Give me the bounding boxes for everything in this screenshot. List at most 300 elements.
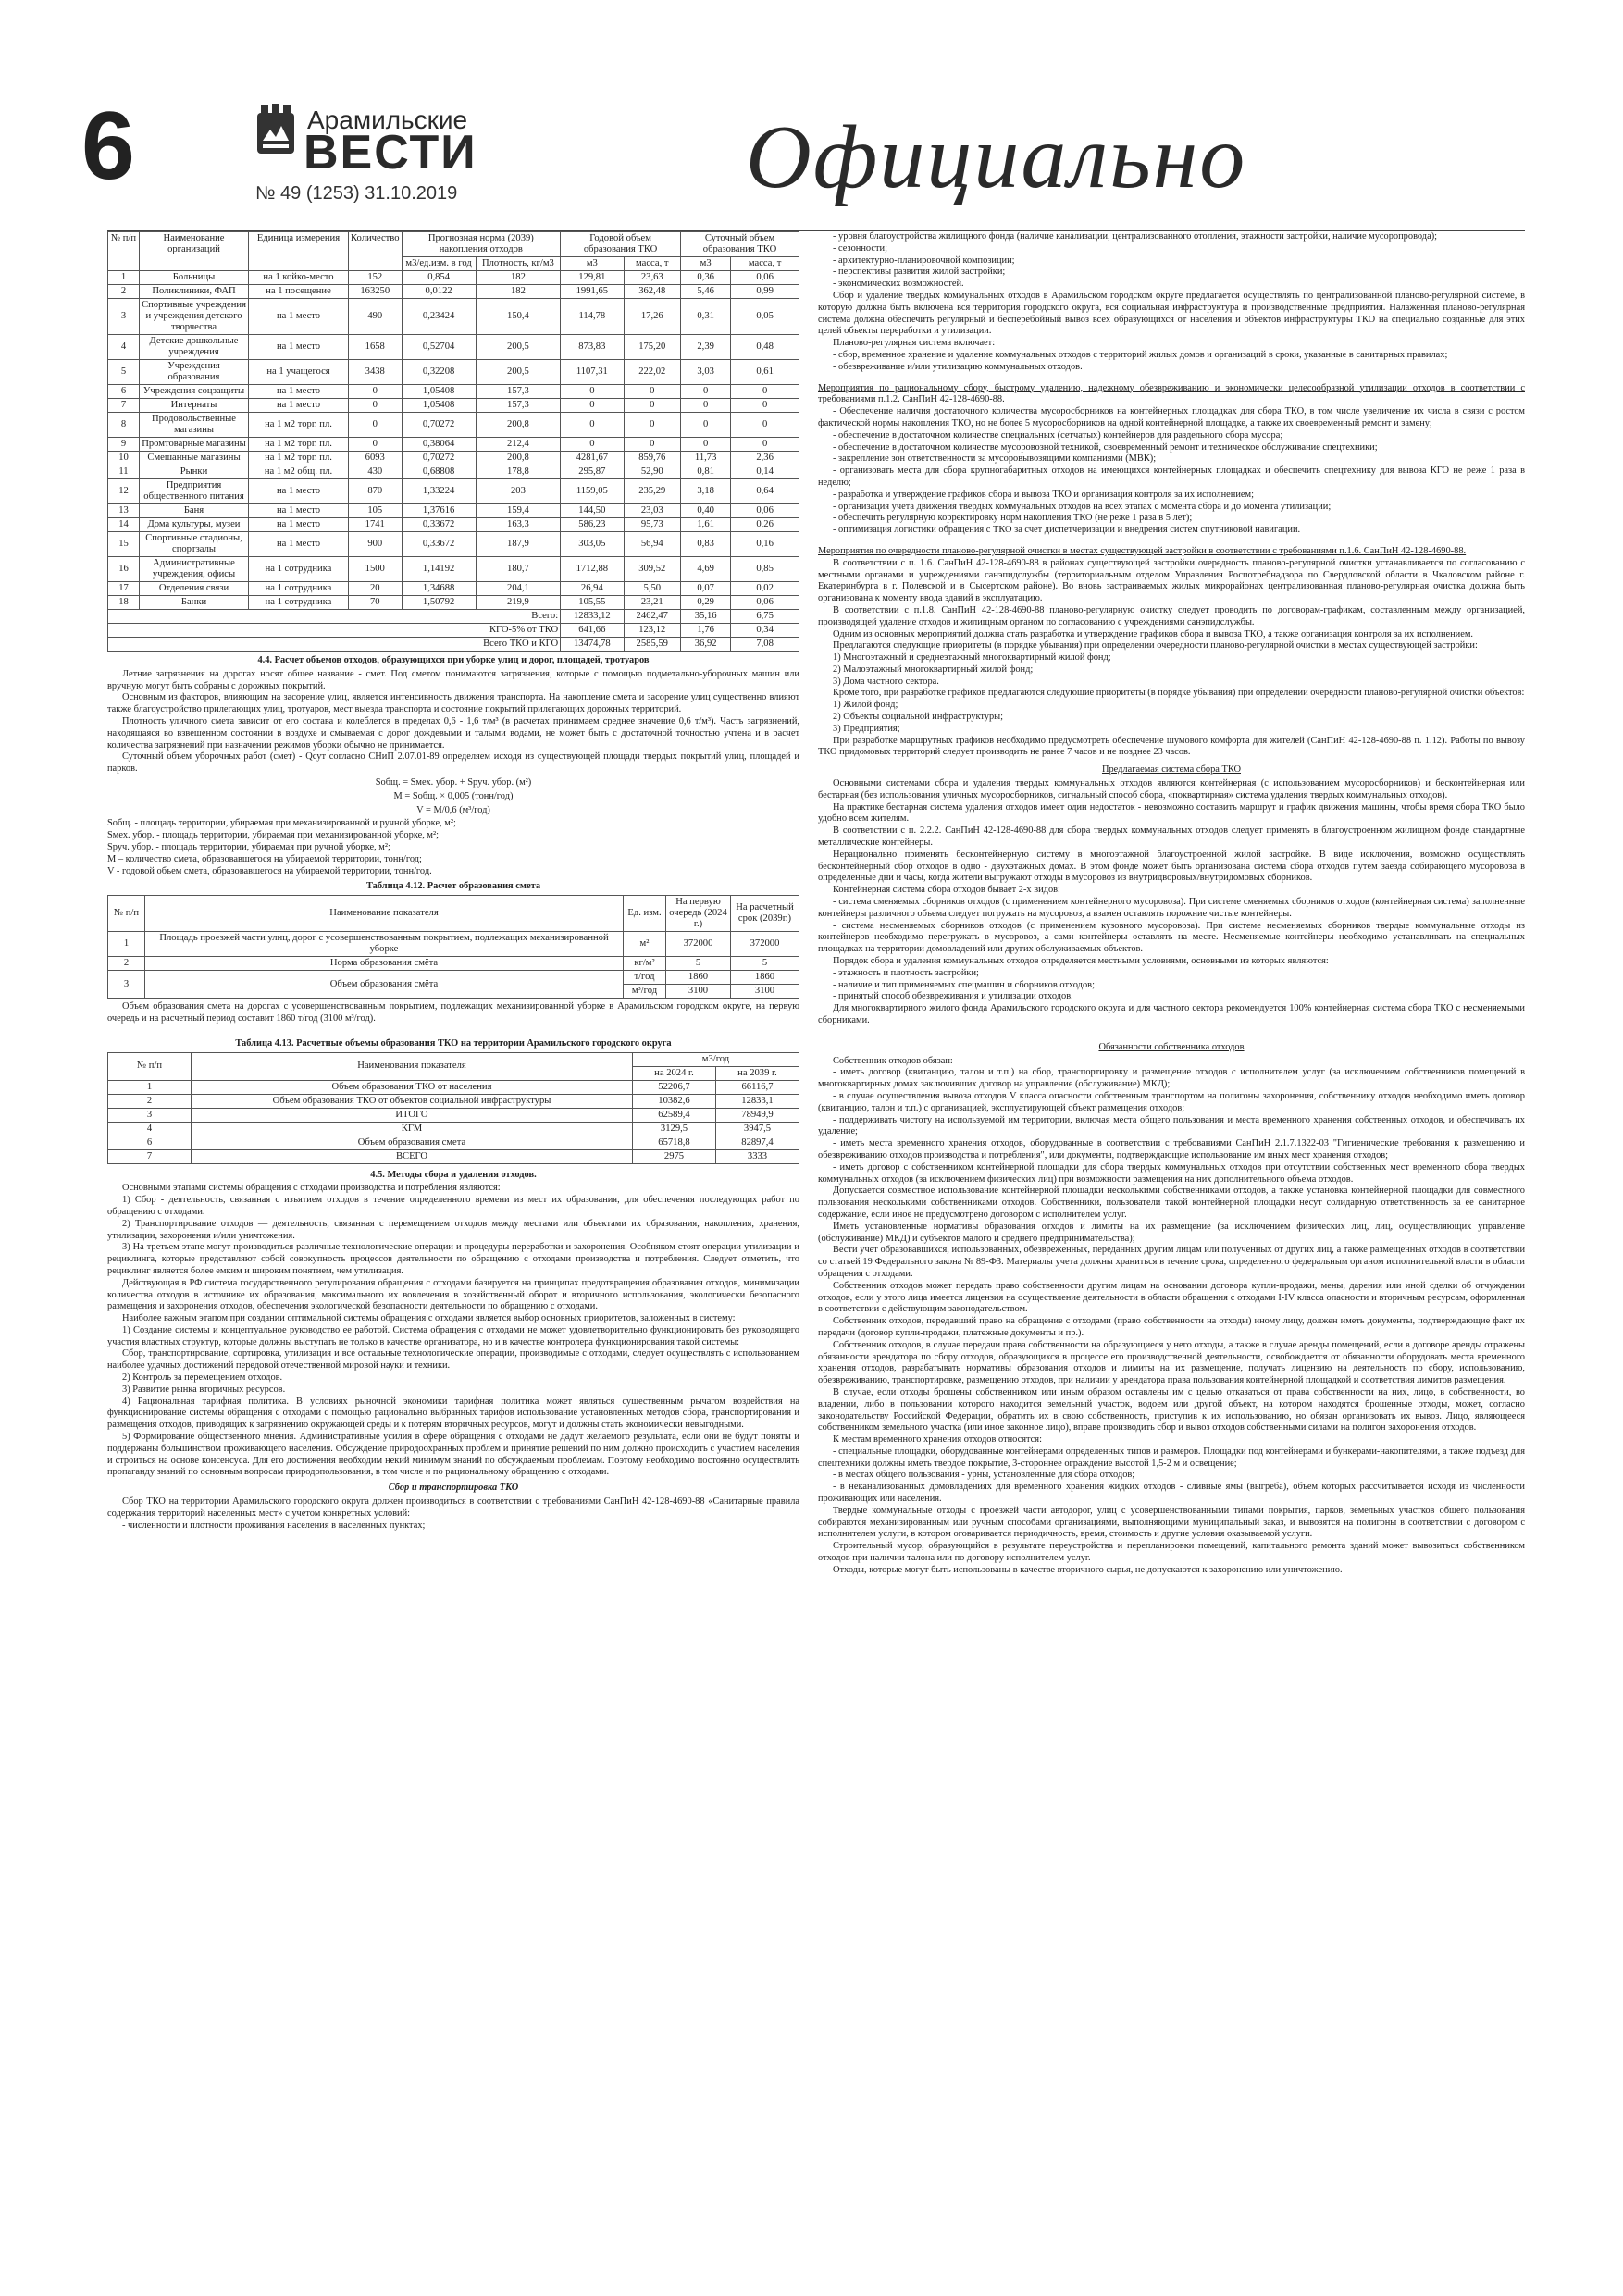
table-cell: 222,02 bbox=[624, 360, 681, 385]
r-d4: Нерационально применять бесконтейнерную систему в многоэтажной благоустроенной жилой застройке. В виде исключения, возможно осуществлять бесконтейнерный сбор отходов в одно - двухэтажных домах. В этом фонде может быть организована система сбора отходов путем заезда собирающего мусоровоза в определенные дни и часы, когда жители выгружают отходы в мусоровоз из внутридворовых/внутридомовых сборников. bbox=[818, 849, 1525, 884]
formula-3: V = M/0,6 (м³/год) bbox=[416, 804, 490, 815]
formula-1: Sобщ. = Sмех. убор. + Sруч. убор. (м²) bbox=[375, 776, 532, 788]
r-e1: Собственник отходов обязан: bbox=[833, 1055, 953, 1066]
paragraph: 2) Контроль за перемещением отходов. bbox=[122, 1372, 283, 1384]
table-cell: 187,9 bbox=[476, 532, 560, 557]
table-cell: Дома культуры, музеи bbox=[140, 518, 249, 532]
table-total-row bbox=[108, 624, 799, 638]
table-cell: 0,854 bbox=[402, 271, 476, 285]
left-column bbox=[107, 231, 799, 2258]
table-cell: 2 bbox=[108, 285, 140, 299]
r-e16: - в местах общего пользования - урны, установленные для сбора отходов; bbox=[833, 1470, 1135, 1481]
table-row bbox=[108, 1080, 799, 1094]
r-d5: Контейнерная система сбора отходов бывает 2-х видов: bbox=[833, 885, 1060, 896]
r-c3: Одним из основных мероприятий должна стать разработка и утверждение графиков сбора и вывоза ТКО, а также организация контроля за их исполнением. bbox=[833, 628, 1474, 639]
table-cell: 0,99 bbox=[731, 285, 799, 299]
table-row bbox=[108, 360, 799, 385]
table-cell: на 1 посещение bbox=[249, 285, 349, 299]
table-cell: 5 bbox=[108, 360, 140, 385]
col-forecast: Прогнозная норма (2039) накопления отходов bbox=[402, 232, 561, 257]
table-cell: 0 bbox=[561, 438, 624, 452]
r-a9: - обезвреживание и/или утилизацию коммунальных отходов. bbox=[833, 361, 1083, 372]
table-cell: 3333 bbox=[716, 1149, 799, 1163]
table-cell: 175,20 bbox=[624, 335, 681, 360]
t413-h-num: № п/п bbox=[108, 1052, 192, 1080]
city-crest-icon bbox=[254, 104, 298, 157]
table-cell: 0 bbox=[561, 399, 624, 413]
table-cell: 0,68808 bbox=[402, 465, 476, 479]
table-cell: 10 bbox=[108, 452, 140, 465]
table-cell: 157,3 bbox=[476, 399, 560, 413]
table-cell: Смешанные магазины bbox=[140, 452, 249, 465]
table-cell: 1,61 bbox=[681, 518, 731, 532]
table-row bbox=[108, 1122, 799, 1136]
table-cell: Предприятия общественного питания bbox=[140, 479, 249, 504]
table-cell: 0 bbox=[561, 413, 624, 438]
r-b4: - закрепление зон ответственности за мусоровывозящими компаниями (МВК); bbox=[833, 453, 1157, 465]
table413-title: Таблица 4.13. Расчетные объемы образования ТКО на территории Арамильского городского округа bbox=[235, 1037, 672, 1049]
table-cell: 1,33224 bbox=[402, 479, 476, 504]
table-cell: 163,3 bbox=[476, 518, 560, 532]
table-cell: на 1 м2 общ. пл. bbox=[249, 465, 349, 479]
table-cell: 200,8 bbox=[476, 452, 560, 465]
table-cell: 0,48 bbox=[731, 335, 799, 360]
table-cell: 3,18 bbox=[681, 479, 731, 504]
t412-r3-unit-a: т/год bbox=[624, 971, 666, 985]
paragraph: 1) Создание системы и концептуальное руководство ее работой. Система обращения с отходами не может удовлетворительно функционировать без руководящего участия властных структур, которые должны выступать не только в качестве организатора, но и в качестве контролера функционирования такой системы: bbox=[107, 1324, 799, 1347]
table-cell: 1991,65 bbox=[561, 285, 624, 299]
table-cell: 2 bbox=[108, 1094, 192, 1108]
table-row bbox=[108, 557, 799, 582]
table-cell: 3 bbox=[108, 1108, 192, 1122]
table-cell: на 1 сотрудника bbox=[249, 557, 349, 582]
t412-r3-name: Объем образования смёта bbox=[145, 971, 624, 999]
r-c-title: Мероприятия по очередности планово-регулярной очистки в местах существующей застройки в соответствии с требованиями п.1.6. СанПиН 42-128-4690-88. bbox=[818, 545, 1467, 556]
table-cell: 182 bbox=[476, 285, 560, 299]
table-cell: 0 bbox=[681, 385, 731, 399]
table-cell: на 1 учащегося bbox=[249, 360, 349, 385]
table-row bbox=[108, 335, 799, 360]
def-4: М – количество смета, образовавшегося на убираемой территории, тонн/год; bbox=[107, 853, 422, 864]
table-row bbox=[108, 399, 799, 413]
def-3: Sруч. убор. - площадь территории, убираемая при ручной уборке, м²; bbox=[107, 841, 390, 852]
r-a4: - перспективы развития жилой застройки; bbox=[833, 267, 1006, 278]
def-2: Sмех. убор. - площадь территории, убираемая при механизированной уборке, м²; bbox=[107, 830, 439, 841]
table-row bbox=[108, 413, 799, 438]
table-cell: 159,4 bbox=[476, 504, 560, 518]
t412-r2-unit: кг/м² bbox=[624, 957, 666, 971]
total-cell: 641,66 bbox=[561, 624, 624, 638]
r-e14: К местам временного хранения отходов относятся: bbox=[833, 1434, 1042, 1446]
table-cell: 200,5 bbox=[476, 335, 560, 360]
table-cell: 0 bbox=[349, 438, 403, 452]
r-c2: В соответствии с п.1.8. СанПиН 42-128-4690-88 планово-регулярную очистку следует проводить по договорам-графикам, составленным между организацией, производящей удаление отходов и жилищным органом по согласованию с учреждениями санэпидслужбы. bbox=[818, 604, 1525, 627]
table-cell: 1658 bbox=[349, 335, 403, 360]
table-cell: 12 bbox=[108, 479, 140, 504]
table-cell: 1,14192 bbox=[402, 557, 476, 582]
r-e10: Собственник отходов может передать право собственности другим лицам на основании договора купли-продажи, мены, дарения или иной сделки об отчуждении отходов, если у этого лица имеется лицензия на осуществление деятельности в области обращения с отходами I-IV класса опасности и вторичным ресурсам, оформленная в соответствии с действующим законодательством. bbox=[818, 1280, 1525, 1315]
table-cell: 586,23 bbox=[561, 518, 624, 532]
waste-generation-table bbox=[107, 231, 799, 652]
table-cell: 0 bbox=[681, 399, 731, 413]
table-cell: 0,07 bbox=[681, 582, 731, 596]
r-e15: - специальные площадки, оборудованные контейнерами определенных типов и размеров. Площадки под контейнерами и бункерами-накопителями, а также подъезд для спецтехники должны иметь твердое покрытие, 3-стороннее ограждение высотой 1,5-2 м и освещение; bbox=[818, 1446, 1525, 1469]
table-cell: 16 bbox=[108, 557, 140, 582]
table-cell: 23,03 bbox=[624, 504, 681, 518]
table-cell: 23,21 bbox=[624, 596, 681, 610]
table-cell: 26,94 bbox=[561, 582, 624, 596]
table-cell: 66116,7 bbox=[716, 1080, 799, 1094]
table-cell: 15 bbox=[108, 532, 140, 557]
table-row bbox=[108, 438, 799, 452]
table-cell: 1 bbox=[108, 1080, 192, 1094]
right-column bbox=[818, 231, 1525, 2258]
table-cell: 150,4 bbox=[476, 299, 560, 335]
t412-h-num: № п/п bbox=[108, 896, 145, 932]
r-b3: - обеспечение в достаточном количестве мусоровозной техникой, своевременный ремонт и техническое обслуживание спецтехники; bbox=[833, 441, 1378, 453]
col-daily: Суточный объем образования ТКО bbox=[681, 232, 799, 257]
table-cell: 78949,9 bbox=[716, 1108, 799, 1122]
t412-r3-first-a: 1860 bbox=[666, 971, 731, 985]
table-cell: 10382,6 bbox=[633, 1094, 716, 1108]
table-cell: 0,06 bbox=[731, 596, 799, 610]
t412-r3-calc-b: 3100 bbox=[731, 985, 799, 999]
table-cell: 0,81 bbox=[681, 465, 731, 479]
r-e18: Твердые коммунальные отходы с проезжей части автодорог, улиц с усовершенствованными типами покрытия, парков, земельных участков общего пользования собираются механизированным или ручным способами организациями, выполняющими муниципальный заказ, и вывозятся на полигоны в соответствии с договором с исполнителем услуги, в котором оговаривается периодичность, время, стоимость и другие условия оказываемой услуги. bbox=[818, 1505, 1525, 1540]
table-cell: 1,05408 bbox=[402, 399, 476, 413]
total-cell: 6,75 bbox=[731, 610, 799, 624]
table-row bbox=[108, 299, 799, 335]
table-cell: 62589,4 bbox=[633, 1108, 716, 1122]
table-cell: 859,76 bbox=[624, 452, 681, 465]
table-cell: 200,8 bbox=[476, 413, 560, 438]
table-cell: 0,36 bbox=[681, 271, 731, 285]
sec44-p3: Плотность уличного смета зависит от его состава и колеблется в пределах 0,6 - 1,6 т/м³ (в расчетах принимаем среднее значение 0,6 т/м³). Часть загрязнений, находящаяся во взвешенном состоянии в воздухе и смываемая с дорог дождевыми и талыми водами, не может быть с достаточной точностью учтена и в расчет количества загрязнений при назначении режимов уборки обычно не принимается. bbox=[107, 715, 799, 751]
t412-h-unit: Ед. изм. bbox=[624, 896, 666, 932]
r-d1: Основными системами сбора и удаления твердых коммунальных отходов являются контейнерная (с использованием мусоросборников) и бесконтейнерная или бестарная (без использования уличных мусоросборников, сигнальный способ сбора, «поквартирная» система удаления твердых коммунальных отходов). bbox=[818, 778, 1525, 800]
r-d2: На практике бестарная система удаления отходов имеет один недостаток - невозможно составить маршрут и график движения машины, чтобы время сбора ТКО было удобно всем жителям. bbox=[818, 801, 1525, 825]
table-cell: на 1 м2 торг. пл. bbox=[249, 452, 349, 465]
table-cell: 1741 bbox=[349, 518, 403, 532]
table-cell: 200,5 bbox=[476, 360, 560, 385]
r-e13: В случае, если отходы брошены собственником или иным образом оставлены им с целью отказаться от права собственности на них, лицо, в собственности, во владении, либо в пользовании которого находится земельный участок, водоем или другой объект, на котором находятся брошенные отходы, может, согласно законодательству Российской Федерации, обратить их в свою собственность, приступив к их использованию, но обязан организовать их вывоз. Лицо, являющееся собственником земельного участка (или иное законное лицо), вправе производить сбор и вывоз отходов собственными силами на полигон захоронения отходов. bbox=[818, 1386, 1525, 1433]
sec45-title: 4.5. Методы сбора и удаления отходов. bbox=[370, 1169, 537, 1180]
table-cell: 0 bbox=[349, 385, 403, 399]
table-cell: 65718,8 bbox=[633, 1136, 716, 1149]
sec44-p2: Основным из факторов, влияющим на засорение улиц, является интенсивность движения транспорта. На накопление смета и засорение улиц существенно влияют также благоустройство прилегающих улиц, тротуаров, мест выезда транспорта и состояние покрытий прилегающих дорожных территорий. bbox=[107, 692, 799, 715]
col-daily-mass: масса, т bbox=[731, 257, 799, 271]
table-cell: 1,05408 bbox=[402, 385, 476, 399]
table-cell: 1159,05 bbox=[561, 479, 624, 504]
table-cell: 870 bbox=[349, 479, 403, 504]
table-cell: 0 bbox=[624, 385, 681, 399]
t413-h-2039: на 2039 г. bbox=[716, 1066, 799, 1080]
table-cell: 182 bbox=[476, 271, 560, 285]
table-cell: Объем образования ТКО от населения bbox=[192, 1080, 633, 1094]
table-cell: на 1 место bbox=[249, 299, 349, 335]
table-cell: на 1 место bbox=[249, 532, 349, 557]
paragraph: Действующая в РФ система государственного регулирования обращения с отходами базируется на принципах предотвращения образования отходов, минимизации количества отходов в источнике их образования, максимального их вовлечения в хозяйственный оборот и вторичного использования, экологически безопасного размещения и захоронения отходов, обеспечения экологической безопасности деятельности по обращению с отходами. bbox=[107, 1277, 799, 1312]
paragraph: 1) Сбор - деятельность, связанная с изъятием отходов в течение определенного времени из мест их образования, для обеспечения последующих работ по обращению с отходами. bbox=[107, 1195, 799, 1217]
table-cell: 4281,67 bbox=[561, 452, 624, 465]
r-e2: - иметь договор (квитанцию, талон и т.п.) на сбор, транспортировку и размещение отходов с исполнителем услуг (за исключением собственников помещений в многоквартирных домах заключивших договор на управление (обслуживание) МКД); bbox=[818, 1067, 1525, 1090]
r-a7: Планово-регулярная система включает: bbox=[833, 338, 996, 349]
table-cell: 0 bbox=[624, 413, 681, 438]
table-cell: на 1 сотрудника bbox=[249, 596, 349, 610]
table-cell: 0,52704 bbox=[402, 335, 476, 360]
sec45-body bbox=[107, 1183, 799, 1479]
def-5: V - годовой объем смета, образовавшегося на убираемой территории, тонн/год. bbox=[107, 865, 432, 876]
table-cell: 5,46 bbox=[681, 285, 731, 299]
paragraph: 4) Рациональная тарифная политика. В условиях рыночной экономики тарифная политика может являться существенным рычагом воздействия на функционирование системы обращения с отходами с помощью рационально выбранных тарифов использование установленных методов сбора, транспортирования и размещения отходов, приводящих к загрязнению окружающей среды и к потерям вторичных ресурсов, могут и должны стать экономически невыгодными. bbox=[107, 1396, 799, 1431]
table-cell: КГМ bbox=[192, 1122, 633, 1136]
table-cell: 5,50 bbox=[624, 582, 681, 596]
table-cell: 178,8 bbox=[476, 465, 560, 479]
r-d10: - наличие и тип применяемых спецмашин и сборников отходов; bbox=[833, 979, 1095, 990]
r-e7: Допускается совместное использование контейнерной площадки несколькими собственниками отходов, а также установка контейнерной площадки для совместного пользования несколькими собственниками отходов. Собственники, пользователи такой контейнерной площадки несут солидарную ответственность за ее санитарное содержание, если иное не предусмотрено договором с исполнителем услуг. bbox=[818, 1185, 1525, 1220]
table-cell: Рынки bbox=[140, 465, 249, 479]
table-cell: ВСЕГО bbox=[192, 1149, 633, 1163]
paragraph: 3) Развитие рынка вторичных ресурсов. bbox=[122, 1384, 286, 1395]
table-cell: 0,33672 bbox=[402, 532, 476, 557]
r-c7: 3) Дома частного сектора. bbox=[833, 676, 939, 687]
table-cell: 6 bbox=[108, 1136, 192, 1149]
table-cell: 152 bbox=[349, 271, 403, 285]
table-cell: 0,23424 bbox=[402, 299, 476, 335]
table-cell: 8 bbox=[108, 413, 140, 438]
table-cell: 0 bbox=[731, 438, 799, 452]
table-cell: 1107,31 bbox=[561, 360, 624, 385]
r-e4: - поддерживать чистоту на используемой им территории, включая места общего пользования и места временного хранения собственных отходов, и обеспечивать их удаление; bbox=[818, 1114, 1525, 1137]
table-cell: 362,48 bbox=[624, 285, 681, 299]
table-cell: 430 bbox=[349, 465, 403, 479]
paragraph: 3) На третьем этапе могут производиться различные технологические операции и процедуры переработки и захоронения. Особняком стоят операции утилизации и рециклинга, которые представляют собой совокупность процессов деятельности по обращению с отходами производства и потребления. Следует отметить, что рециклинг является более емким и широким понятием, чем утилизация. bbox=[107, 1242, 799, 1276]
table-cell: 144,50 bbox=[561, 504, 624, 518]
table-cell: 0,32208 bbox=[402, 360, 476, 385]
table-cell: 0,06 bbox=[731, 504, 799, 518]
r-b2: - обеспечение в достаточном количестве специальных (сетчатых) контейнеров для раздельного сбора мусора; bbox=[833, 429, 1283, 441]
table-cell: Баня bbox=[140, 504, 249, 518]
issue-number: № 49 (1253) 31.10.2019 bbox=[255, 183, 458, 204]
table-cell: на 1 м2 торг. пл. bbox=[249, 438, 349, 452]
formula-2: M = Sобщ. × 0,005 (тонн/год) bbox=[393, 790, 514, 801]
total-cell: 2462,47 bbox=[624, 610, 681, 624]
table-cell: 203 bbox=[476, 479, 560, 504]
r-a8: - сбор, временное хранение и удаление коммунальных отходов с территорий жилых домов и организаций в сроки, указанные в санитарных правилах; bbox=[833, 349, 1448, 360]
r-d12: Для многоквартирного жилого фонда Арамильского городского округа и для частного сектора рекомендуется 100% контейнерная система сбора ТКО с несменяемыми сборниками. bbox=[818, 1003, 1525, 1025]
table-cell: 23,63 bbox=[624, 271, 681, 285]
t412-r1-num: 1 bbox=[108, 932, 145, 957]
t412-note: Объем образования смета на дорогах с усовершенствованным покрытием, подлежащих механизированной уборке в Арамильском городском округе, на первую очередь и на расчетный период составит 1860 т/год (3100 м³/год). bbox=[107, 1001, 799, 1024]
table-cell: 7 bbox=[108, 399, 140, 413]
r-c6: 2) Малоэтажный многоквартирный жилой фонд; bbox=[833, 664, 1034, 675]
table-cell: 114,78 bbox=[561, 299, 624, 335]
table-cell: на 1 место bbox=[249, 399, 349, 413]
table-cell: 0,70272 bbox=[402, 413, 476, 438]
r-a1: - уровня благоустройства жилищного фонда (наличие канализации, централизованного отопления, этажности застройки, наличие мусоропровода); bbox=[833, 231, 1438, 242]
table-cell: 4,69 bbox=[681, 557, 731, 582]
table-cell: 52206,7 bbox=[633, 1080, 716, 1094]
sec45-p-last2: - численности и плотности проживания населения в населенных пунктах; bbox=[122, 1520, 426, 1531]
table-cell: Поликлиники, ФАП bbox=[140, 285, 249, 299]
brand-line2: ВЕСТИ bbox=[304, 126, 477, 180]
table-cell: Спортивные учреждения и учреждения детского творчества bbox=[140, 299, 249, 335]
total-label: Всего: bbox=[108, 610, 561, 624]
table-cell: 180,7 bbox=[476, 557, 560, 582]
table-cell: на 1 место bbox=[249, 504, 349, 518]
col-unit: Единица измерения bbox=[249, 232, 349, 271]
t413-h-unit: м3/год bbox=[633, 1052, 799, 1066]
col-annual: Годовой объем образования ТКО bbox=[561, 232, 681, 257]
total-cell: 13474,78 bbox=[561, 638, 624, 652]
table-cell: 6093 bbox=[349, 452, 403, 465]
table-cell: 0 bbox=[561, 385, 624, 399]
sweepings-table bbox=[107, 895, 799, 999]
table-cell: 0,05 bbox=[731, 299, 799, 335]
table412-title: Таблица 4.12. Расчет образования смета bbox=[365, 881, 541, 892]
col-daily-m3: м3 bbox=[681, 257, 731, 271]
table-cell: 0,0122 bbox=[402, 285, 476, 299]
table-cell: Интернаты bbox=[140, 399, 249, 413]
table-cell: на 1 сотрудника bbox=[249, 582, 349, 596]
table-cell: на 1 место bbox=[249, 335, 349, 360]
table-cell: 3 bbox=[108, 299, 140, 335]
table-cell: 0 bbox=[731, 399, 799, 413]
table-row bbox=[108, 582, 799, 596]
r-c8: Кроме того, при разработке графиков предлагаются следующие приоритеты (в порядке убывания) при определении очередности планово-регулярной очистки объектов: bbox=[833, 688, 1525, 699]
page-number: 6 bbox=[81, 93, 135, 200]
table-cell: ИТОГО bbox=[192, 1108, 633, 1122]
col-annual-mass: масса, т bbox=[624, 257, 681, 271]
table-cell: 0,83 bbox=[681, 532, 731, 557]
table-cell: 7 bbox=[108, 1149, 192, 1163]
table-cell: 0,40 bbox=[681, 504, 731, 518]
table-cell: Объем образования ТКО от объектов социальной инфраструктуры bbox=[192, 1094, 633, 1108]
table-cell: 1500 bbox=[349, 557, 403, 582]
t412-r1-name: Площадь проезжей части улиц, дорог с усовершенствованным покрытием, подлежащих механизированной уборке bbox=[145, 932, 624, 957]
r-a6: Сбор и удаление твердых коммунальных отходов в Арамильском городском округе предлагается осуществлять по централизованной планово-регулярной системе, в которую должна быть включена вся территория городского округа, вся социальная инфраструктура и производственные предприятия. Налаженная планово-регулярная система должна обеспечить регулярный и бесперебойный вывоз всех образующихся от населения и объектов инфраструктуры ТКО на специально созданные для этих целей объекты переработки и утилизации. bbox=[818, 290, 1525, 337]
table-row bbox=[108, 1108, 799, 1122]
section-title: Официально bbox=[746, 107, 1247, 207]
table-cell: 3,03 bbox=[681, 360, 731, 385]
table-row bbox=[108, 1094, 799, 1108]
t412-r3-num: 3 bbox=[108, 971, 145, 999]
table-cell: 0,31 bbox=[681, 299, 731, 335]
paragraph: Наиболее важным этапом при создании оптимальной системы обращения с отходами является выбор основных приоритетов, заложенных в систему: bbox=[122, 1313, 736, 1324]
r-b5: - организовать места для сбора крупногабаритных отходов на имеющихся контейнерных площадках и обеспечить спецтехнику для вывоза КГО не реже 1 раза в неделю; bbox=[818, 465, 1525, 488]
table-cell: 105,55 bbox=[561, 596, 624, 610]
table-cell: 56,94 bbox=[624, 532, 681, 557]
table-row bbox=[108, 285, 799, 299]
t412-h-calc: На расчетный срок (2039г.) bbox=[731, 896, 799, 932]
table-row bbox=[108, 479, 799, 504]
table-cell: 303,05 bbox=[561, 532, 624, 557]
sec45-p-last: Сбор ТКО на территории Арамильского городского округа должен производиться в соответствии с требованиями СанПиН 42-128-4690-88 «Санитарные правила содержания территорий населенных мест» с учетом конкретных условий: bbox=[107, 1496, 799, 1519]
table-cell: 0,85 bbox=[731, 557, 799, 582]
table-cell: 95,73 bbox=[624, 518, 681, 532]
table-cell: 1 bbox=[108, 271, 140, 285]
paragraph: 2) Транспортирование отходов — деятельность, связанная с перемещением отходов между местами или объектами их образования, накопления, хранения, утилизации, захоронения и/или уничтожения. bbox=[107, 1218, 799, 1241]
table-cell: 0 bbox=[349, 413, 403, 438]
table-cell: 14 bbox=[108, 518, 140, 532]
table-cell: 0,02 bbox=[731, 582, 799, 596]
r-a2: - сезонности; bbox=[833, 242, 887, 254]
table-total-row bbox=[108, 638, 799, 652]
r-c1: В соответствии с п. 1.6. СанПиН 42-128-4690-88 в районах существующей застройки очередность планово-регулярной очистки устанавливается по согласованию с местными органами и учреждениями санэпидслужбы (территориальным отделом Управления Роспотребнадзора по Свердловской области в Чкаловском районе г. Екатеринбурга в г. Полевской и в Сысертском районе). Во вновь застраиваемых жилых микрорайонах централизованная планово-регулярная очистка должна быть организована к моменту ввода зданий в эксплуатацию. bbox=[818, 557, 1525, 604]
sec44-p4: Суточный объем уборочных работ (смет) - Qсут согласно СНиП 2.07.01-89 определяем исходя из существующей площади твердых покрытий улиц, площадей и парков. bbox=[107, 751, 799, 775]
table-cell: 0,14 bbox=[731, 465, 799, 479]
r-b-title: Мероприятия по рациональному сбору, быстрому удалению, надежному обезвреживанию и экономически целесообразной утилизации отходов в соответствии с требованиями п.1.2. СанПиН 42-128-4690-88. bbox=[818, 382, 1525, 405]
table-row bbox=[108, 452, 799, 465]
table-cell: 0,61 bbox=[731, 360, 799, 385]
table-row bbox=[108, 532, 799, 557]
r-e5: - иметь места временного хранения отходов, оборудованные в соответствии с требованиями СанПиН 2.1.7.1322-03 "Гигиенические требования к размещению и обезвреживанию отходов производства и потребления", или документы, подтверждающие использование им иных мест хранения отходов; bbox=[818, 1138, 1525, 1160]
r-e3: - в случае осуществления вывоза отходов V класса опасности собственным транспортом на полигоны захоронения, собственнику отходов необходимо иметь договор (квитанцию, талон и т.п.) с организацией, эксплуатирующей объект размещения отходов; bbox=[818, 1090, 1525, 1113]
r-e20: Отходы, которые могут быть использованы в качестве вторичного сырья, не допускаются к захоронению или уничтожению. bbox=[833, 1564, 1343, 1575]
table-cell: 0,29 bbox=[681, 596, 731, 610]
table-cell: 12833,1 bbox=[716, 1094, 799, 1108]
total-cell: 7,08 bbox=[731, 638, 799, 652]
total-cell: 0,34 bbox=[731, 624, 799, 638]
table-cell: 1712,88 bbox=[561, 557, 624, 582]
table-cell: 309,52 bbox=[624, 557, 681, 582]
r-b1: - Обеспечение наличия достаточного количества мусоросборников на контейнерных площадках для сбора ТКО, в том числе увеличение их числа в связи с ростом фактической нормы накопления ТКО, но не более 5 мусоросборников на одной контейнерной площадке, а также их своевременный ремонт и замену; bbox=[818, 406, 1525, 428]
table-cell: 1,50792 bbox=[402, 596, 476, 610]
table-cell: 4 bbox=[108, 335, 140, 360]
r-d11: - принятый способ обезвреживания и утилизации отходов. bbox=[833, 991, 1073, 1002]
table-cell: 17 bbox=[108, 582, 140, 596]
table-cell: 129,81 bbox=[561, 271, 624, 285]
table-cell: 0 bbox=[624, 438, 681, 452]
table-cell: 0 bbox=[681, 438, 731, 452]
table-cell: 0 bbox=[731, 413, 799, 438]
table-cell: 235,29 bbox=[624, 479, 681, 504]
t412-r3-first-b: 3100 bbox=[666, 985, 731, 999]
table-cell: 873,83 bbox=[561, 335, 624, 360]
total-cell: 35,16 bbox=[681, 610, 731, 624]
r-d3: В соответствии с п. 2.2.2. СанПиН 42-128-4690-88 для сбора твердых коммунальных отходов следует применять в благоустроенном жилищном фонде стандартные металлические контейнеры. bbox=[818, 825, 1525, 849]
table-cell: 219,9 bbox=[476, 596, 560, 610]
table-cell: 6 bbox=[108, 385, 140, 399]
table-cell: 490 bbox=[349, 299, 403, 335]
table-cell: 0 bbox=[624, 399, 681, 413]
table-cell: на 1 место bbox=[249, 479, 349, 504]
r-c12: При разработке маршрутных графиков необходимо предусмотреть обеспечение шумового комфорта для жителей (СанПиН 42-128-4690-88 п. 1.12). Работы по вывозу ТКО придомовых территорий следует производить не ранее 7 часов и не позднее 23 часов. bbox=[818, 735, 1525, 758]
table-cell: 1,37616 bbox=[402, 504, 476, 518]
table-cell: Учреждения образования bbox=[140, 360, 249, 385]
sec45-subtitle: Сбор и транспортировка ТКО bbox=[388, 1483, 519, 1494]
r-e8: Иметь установленные нормативы образования отходов и лимиты на их размещение (за исключением физических лиц, лиц, осуществляющих управление (обслуживание) МКД) и субъектов малого и среднего предпринимательства); bbox=[818, 1221, 1525, 1244]
col-name: Наименование организаций bbox=[140, 232, 249, 271]
paragraph: Сбор, транспортирование, сортировка, утилизация и все остальные технологические операции, производимые с отходами, следует осуществлять с использованием наиболее удачных достижений передовой отечественной мировой науки и техники. bbox=[107, 1348, 799, 1371]
t412-r1-unit: м² bbox=[624, 932, 666, 957]
t412-r1-calc: 372000 bbox=[731, 932, 799, 957]
table-cell: 2,36 bbox=[731, 452, 799, 465]
col-annual-m3: м3 bbox=[561, 257, 624, 271]
total-cell: 36,92 bbox=[681, 638, 731, 652]
r-e6: - иметь договор с собственником контейнерной площадки для сбора твердых коммунальных отходов при отсутствии собственных мест временного сбора твердых коммунальных отходов (за исключением физических лиц) при возможности размещения на них дополнительного объема отходов. bbox=[818, 1161, 1525, 1185]
table-cell: Объем образования смета bbox=[192, 1136, 633, 1149]
r-d8: Порядок сбора и удаления коммунальных отходов определяется местными условиями, основными из которых являются: bbox=[833, 956, 1329, 967]
r-b6: - разработка и утверждение графиков сбора и вывоза ТКО и организация контроля за их исполнением; bbox=[833, 489, 1254, 500]
table-cell: 17,26 bbox=[624, 299, 681, 335]
table-cell: 0 bbox=[731, 385, 799, 399]
total-cell: 12833,12 bbox=[561, 610, 624, 624]
r-a5: - экономических возможностей. bbox=[833, 279, 964, 290]
t413-h-2024: на 2024 г. bbox=[633, 1066, 716, 1080]
table-cell: на 1 м2 торг. пл. bbox=[249, 413, 349, 438]
table-cell: на 1 место bbox=[249, 385, 349, 399]
